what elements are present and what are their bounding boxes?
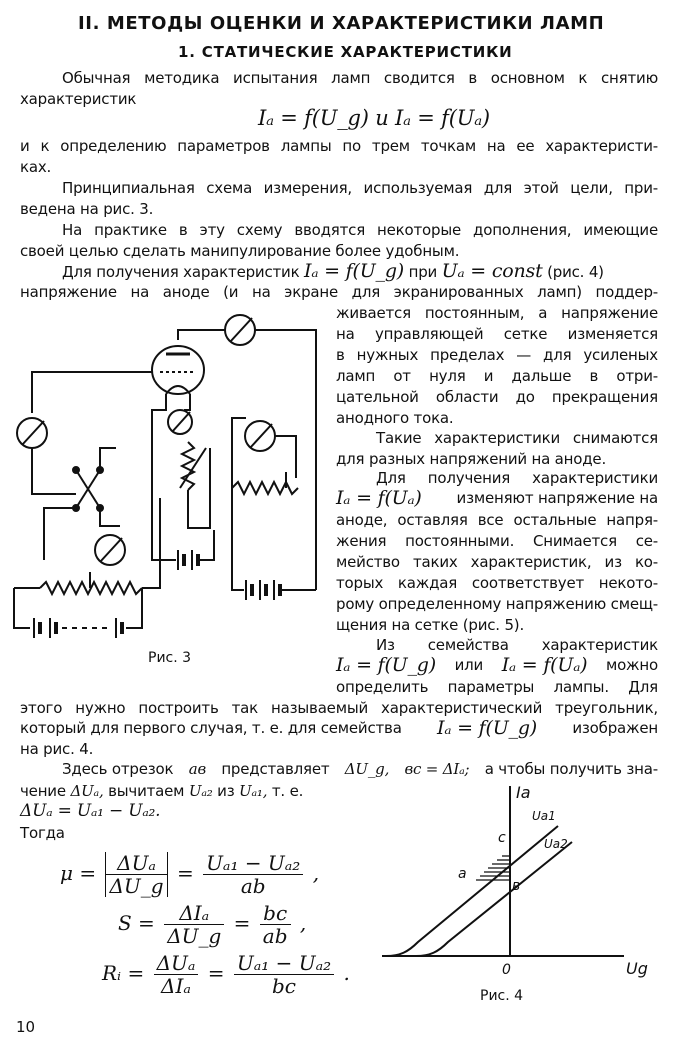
wire-anode-left — [232, 438, 244, 590]
para8-bc-delta-ia: вс = ΔIₐ; — [404, 760, 470, 778]
wire-filament-battery — [200, 530, 214, 560]
wire-grid-down — [32, 448, 76, 494]
formula-ia-ug-ua: Iₐ = f(U_g) и Iₐ = f(Uₐ) — [258, 106, 490, 130]
wire-filament-right — [184, 394, 190, 410]
ri-end: . — [343, 961, 350, 985]
filament-battery-icon — [178, 550, 198, 570]
wire-right — [255, 330, 316, 590]
para7-line6: на рис. 4. — [20, 740, 94, 758]
point-a-label: a — [458, 866, 467, 882]
mu-den: ΔU_g — [105, 875, 167, 897]
ri-left: Rᵢ = — [102, 961, 145, 985]
grid-meter-needle — [22, 421, 44, 445]
para8-ua2: Uₐ₂ — [188, 782, 213, 800]
para8-text-a: Здесь отрезок — [62, 760, 174, 778]
curve-ua2-label: Ua2 — [544, 837, 568, 851]
para8-line2 — [20, 781, 303, 801]
mu-end: , — [312, 861, 320, 885]
s-num: ΔIₐ — [164, 902, 224, 925]
mu-eq: = — [176, 861, 194, 885]
para3-line2: своей целью сделать манипулирование более удобным. — [20, 242, 460, 260]
para8-text-subtract: вычитаем — [108, 782, 185, 800]
mu-frac-1 — [105, 852, 167, 897]
para2-line1: Принципиальная схема измерения, используемая для этой цели, при- — [62, 179, 658, 197]
para8-text-b: представляет — [221, 760, 330, 778]
para4-text-c: (рис. 4) — [547, 263, 604, 281]
para7-line3: определить параметры лампы. Для — [336, 678, 658, 696]
para8-text-value: чение — [20, 782, 66, 800]
para7-line5 — [20, 718, 658, 738]
para7-formula-1: Iₐ = f(U_g) — [336, 654, 436, 676]
para8-delta-ua: ΔUₐ, — [70, 782, 104, 800]
section-heading: 1. СТАТИЧЕСКИЕ ХАРАКТЕРИСТИКИ — [178, 43, 513, 61]
wire-voltmeter-right — [275, 436, 296, 478]
para4-line3: живается постоянным, а напряжение — [336, 304, 658, 322]
para6-line6: торых каждая соответствует некото- — [336, 574, 658, 592]
para4-text-a: Для получения характеристик — [62, 263, 300, 281]
para8-delta-formula: ΔUₐ = Uₐ₁ − Uₐ₂. — [20, 801, 161, 821]
para6-line4: жения постоянными. Снимается се- — [336, 532, 658, 550]
para5-line2: для разных напряжений на аноде. — [336, 450, 607, 468]
x-axis-label: Ug — [626, 959, 648, 978]
para7-line1: Из семейства характеристик — [376, 636, 658, 654]
para8-ua1: Uₐ₁, — [239, 782, 268, 800]
para7-text-a: который для первого случая, т. е. для семейства — [20, 719, 402, 737]
para8-text-c: а чтобы получить зна- — [484, 760, 658, 778]
para8-delta-ug: ΔU_g, — [344, 760, 390, 778]
para6-line5: мейство таких характеристик, из ко- — [336, 553, 658, 571]
para4-formula-2: Uₐ = const — [441, 260, 543, 282]
para6-line2 — [336, 488, 658, 508]
ri-frac-1 — [154, 952, 199, 997]
para4-line4: на управляющей сетке изменяется — [336, 325, 658, 343]
s-frac-2 — [260, 902, 291, 947]
wire-battery-right — [126, 588, 142, 628]
point-c-label: c — [498, 830, 506, 846]
para2-line2: ведена на рис. 3. — [20, 200, 154, 218]
wire-switch-down — [44, 508, 76, 560]
s-num2: bc — [260, 902, 291, 925]
para7-text-b: изображен — [572, 719, 658, 737]
s-eq: = — [233, 911, 251, 935]
figure4-caption: Рис. 4 — [480, 988, 524, 1004]
point-b-label: в — [512, 878, 521, 894]
mu-den2: ab — [240, 874, 266, 898]
y-axis-label: Ia — [516, 783, 531, 802]
wire-anode-voltmeter — [232, 418, 246, 438]
s-den: ΔU_g — [167, 924, 222, 948]
ri-num2: Uₐ₁ − Uₐ₂ — [234, 952, 334, 975]
para4-line5: в нужных пределах — для усиленых — [336, 346, 658, 364]
para6-line3: аноде, оставляя все остальные напря- — [336, 511, 658, 529]
formula-mu — [60, 852, 319, 897]
anode-battery-icon — [246, 580, 280, 600]
para4-line2: напряжение на аноде (и на экране для экранированных ламп) поддер- — [20, 283, 658, 301]
para7-formula-3: Iₐ = f(U_g) — [437, 717, 538, 739]
figure3-caption: Рис. 3 — [148, 650, 192, 666]
chapter-heading: II. МЕТОДЫ ОЦЕНКИ И ХАРАКТЕРИСТИКИ ЛАМП — [78, 13, 605, 34]
wire-switch-up — [100, 448, 116, 470]
para8-segment-ab: ав — [188, 760, 206, 778]
mu-frac-2 — [203, 852, 303, 897]
formula-ri — [102, 952, 350, 997]
s-den2: ab — [262, 924, 288, 948]
para3-line1: На практике в эту схему вводятся некоторые дополнения, имеющие — [62, 221, 658, 239]
para7-text-can: можно — [605, 656, 658, 674]
ri-den: ΔIₐ — [161, 974, 191, 998]
figure4-chart — [372, 776, 662, 1006]
ri-frac-2 — [234, 952, 334, 997]
wire-filament-left — [152, 394, 176, 560]
ri-eq: = — [207, 961, 225, 985]
filament-ammeter-needle — [172, 412, 190, 432]
para6-formula: Iₐ = f(Uₐ) — [336, 487, 422, 509]
para7-line4: этого нужно построить так называемый характеристический треугольник, — [20, 699, 658, 717]
ri-den2: bc — [271, 974, 296, 998]
para4-line1 — [62, 261, 604, 282]
para1-line2: характеристик — [20, 90, 137, 108]
formula-s — [118, 902, 306, 947]
curve-ua1-label: Ua1 — [532, 809, 556, 823]
anode-meter-needle — [230, 318, 252, 342]
para8-text-from: из — [217, 782, 235, 800]
para1-line1: Обычная методика испытания ламп сводится в основном к снятию — [62, 69, 658, 87]
curve-ua1 — [386, 826, 558, 956]
figure3-circuit — [0, 298, 330, 648]
grid-voltmeter-needle — [100, 538, 122, 562]
para1-line3: и к определению параметров лампы по трем точкам на ее характеристи- — [20, 137, 658, 155]
para1-line4: ках. — [20, 158, 52, 176]
anode-voltmeter-needle — [250, 424, 272, 448]
mu-num2: Uₐ₁ − Uₐ₂ — [203, 852, 303, 875]
para5-line1: Такие характеристики снимаются — [376, 429, 658, 447]
para4-formula-1: Iₐ = f(U_g) — [304, 260, 405, 282]
para6-line2-text: изменяют напряжение на — [456, 489, 658, 507]
ri-num: ΔUₐ — [154, 952, 199, 975]
para4-line7: цательной области до прекращения — [336, 388, 658, 406]
para7-formula-2: Iₐ = f(Uₐ) — [501, 654, 588, 676]
wire-grid — [32, 372, 152, 413]
para4-text-b: при — [408, 263, 438, 281]
characteristic-triangle — [476, 856, 510, 880]
wire-top — [178, 330, 225, 340]
wire-battery-left — [14, 588, 30, 628]
para7-line2 — [336, 655, 658, 675]
grid-battery-icon — [34, 618, 122, 638]
mu-num: ΔUₐ — [105, 852, 167, 875]
wire-switch-right — [100, 508, 120, 526]
curve-ua2 — [416, 842, 572, 956]
s-left: S = — [118, 911, 155, 935]
para8-then: Тогда — [20, 824, 65, 842]
origin-label: 0 — [502, 962, 511, 978]
para8-text-ie: т. е. — [271, 782, 304, 800]
para6-line1: Для получения характеристики — [376, 469, 658, 487]
para6-line7: рому определенному напряжению смещ- — [336, 595, 658, 613]
s-frac-1 — [164, 902, 224, 947]
para7-text-or: или — [454, 656, 484, 674]
anode-potentiometer — [232, 482, 298, 494]
page-number: 10 — [16, 1018, 36, 1036]
para4-line6: ламп от нуля и дальше в отри- — [336, 367, 658, 385]
para6-line8: щения на сетке (рис. 5). — [336, 616, 525, 634]
para4-line8: анодного тока. — [336, 409, 454, 427]
mu-left: μ = — [60, 861, 97, 885]
s-end: , — [299, 911, 307, 935]
